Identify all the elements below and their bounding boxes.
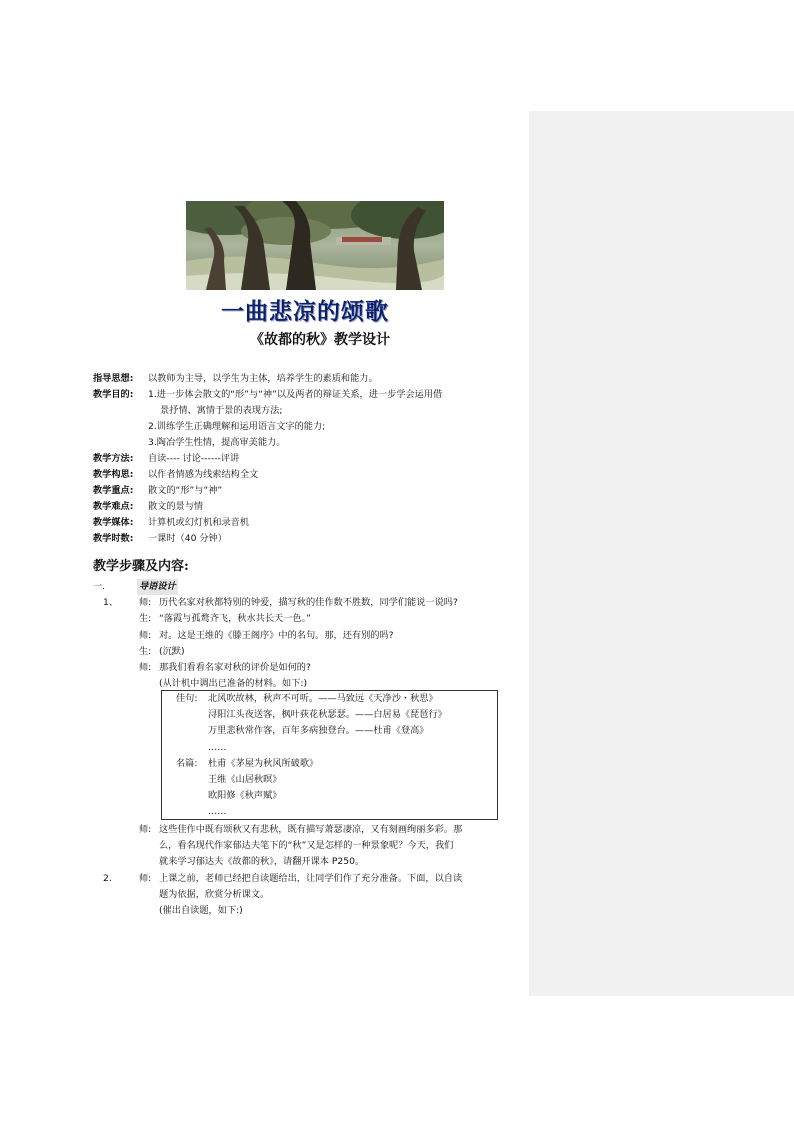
page-subtitle: 《故都的秋》教学设计 [250,332,390,348]
quote-text: 王维《山居秋暝》 [208,773,282,785]
quote-line [162,707,497,723]
dialogue-text: 历代名家对秋都特别的钟爱，描写秋的佳作数不胜数，同学们能说一说吗? [159,597,458,609]
media-value: 计算机或幻灯机和录音机 [148,517,250,528]
media-row [93,515,523,531]
goal-1a: 1.进一步体会散文的“形”与“神”以及两者的辩证关系，进一步学会运用借 [148,389,443,400]
quote-text: 欧阳修《秋声赋》 [208,790,282,802]
page-title: 一曲悲凉的颂歌 [221,298,389,325]
difficulty-label: 教学难点: [93,501,134,512]
idea-value: 以作者情感为线索结构全文 [148,469,259,480]
dialogue-text: 对。这是王维的《滕王阁序》中的名句。那，还有别的吗? [159,629,394,641]
method-label: 教学方法: [93,453,134,464]
goal-row [93,387,523,403]
speaker-label: 师: [139,661,152,673]
quote-line [162,723,497,739]
quotations-box [161,690,498,820]
quote-label: 名篇: [176,757,198,769]
difficulty-value: 散文的景与情 [148,501,204,512]
steps-body-continued [93,822,523,919]
quote-line [162,804,497,820]
quote-text: 浔阳江头夜送客，枫叶荻花秋瑟瑟。——白居易《琵琶行》 [208,709,447,721]
goal-label: 教学目的: [93,389,134,400]
quote-line [162,691,497,707]
difficulty-row [93,499,523,515]
dialogue-line [93,644,523,660]
comment-pane [529,111,794,996]
goal-3: 3.陶冶学生性情，提高审美能力。 [148,437,286,448]
quote-line [162,740,497,756]
item-number: 1、 [103,597,119,609]
section-title: 导语设计 [137,579,178,595]
dialogue-line [93,854,523,870]
time-label: 教学时数: [93,533,134,544]
lesson-info [93,371,523,547]
dialogue-text: (沉默) [159,645,185,657]
dialogue-line [93,887,523,903]
method-row [93,451,523,467]
quote-line [162,756,497,772]
ellipsis: …… [208,741,227,753]
speaker-label: 师: [139,872,152,884]
quote-line [162,788,497,804]
speaker-label: 生: [139,613,152,625]
guide-row [93,371,523,387]
time-row [93,531,523,547]
speaker-label: 师: [139,597,152,609]
autumn-forest-image [186,201,444,290]
idea-label: 教学构思: [93,469,134,480]
quote-text: 北风吹故林，秋声不可听。——马致远《天净沙・秋思》 [208,693,438,704]
goal-2: 2.训练学生正确理解和运用语言文字的能力; [148,421,326,432]
section-number: 一. [93,581,106,592]
dialogue-line [93,611,523,627]
quote-label: 佳句: [176,693,198,704]
ellipsis: …… [208,806,227,818]
dialogue-line [93,660,523,676]
dialogue-line [93,838,523,854]
dialogue-text: 就来学习郁达夫《故都的秋》，请翻开课本 P250。 [159,856,365,868]
dialogue-text: 题为依据，欣赏分析课文。 [159,888,270,900]
guide-label: 指导思想: [93,373,134,384]
dialogue-text: 这些佳作中既有颂秋又有悲秋，既有描写萧瑟凄凉，又有刻画绚丽多彩。那 [159,824,463,835]
dialogue-text: 上课之前，老师已经把自读题给出，让同学们作了充分准备。下面，以自读 [159,872,463,884]
section-1-heading [93,579,523,595]
key-row [93,483,523,499]
idea-row [93,467,523,483]
speaker-label: 师: [139,824,152,835]
speaker-label: 生: [139,645,152,657]
guide-value: 以教师为主导，以学生为主体，培养学生的素质和能力。 [148,373,378,384]
dialogue-text: “落霞与孤鹜齐飞，秋水共长天一色。” [159,613,311,625]
steps-body [93,579,523,692]
quote-text: 万里悲秋常作客，百年多病独登台。——杜甫《登高》 [208,725,429,737]
time-value: 一课时（40 分钟） [148,533,227,544]
method-value: 自读---- 讨论------评讲 [148,453,240,464]
item-number: 2. [103,872,112,884]
dialogue-line [93,595,523,611]
quote-text: 杜甫《茅屋为秋风所破歌》 [208,757,319,769]
dialogue-text: 么，看名现代作家郁达夫笔下的“秋”又是怎样的一种景象呢？今天，我们 [159,840,454,852]
key-value: 散文的“形”与“神” [148,485,223,496]
dialogue-line [93,822,523,838]
dialogue-line [93,628,523,644]
key-label: 教学重点: [93,485,134,496]
dialogue-line [93,871,523,887]
quote-line [162,772,497,788]
dialogue-text: 那我们看看名家对秋的评价是如何的? [159,661,311,673]
speaker-label: 师: [139,629,152,641]
media-label: 教学媒体: [93,517,134,528]
goal-1b: 景抒情、寓情于景的表现方法; [160,405,283,416]
dialogue-line [93,903,523,919]
dialogue-text: (从计机中调出已准备的材料。如下:) [159,678,308,690]
dialogue-text: (催出自读题，如下:) [159,904,243,916]
steps-heading: 教学步骤及内容: [93,559,189,574]
